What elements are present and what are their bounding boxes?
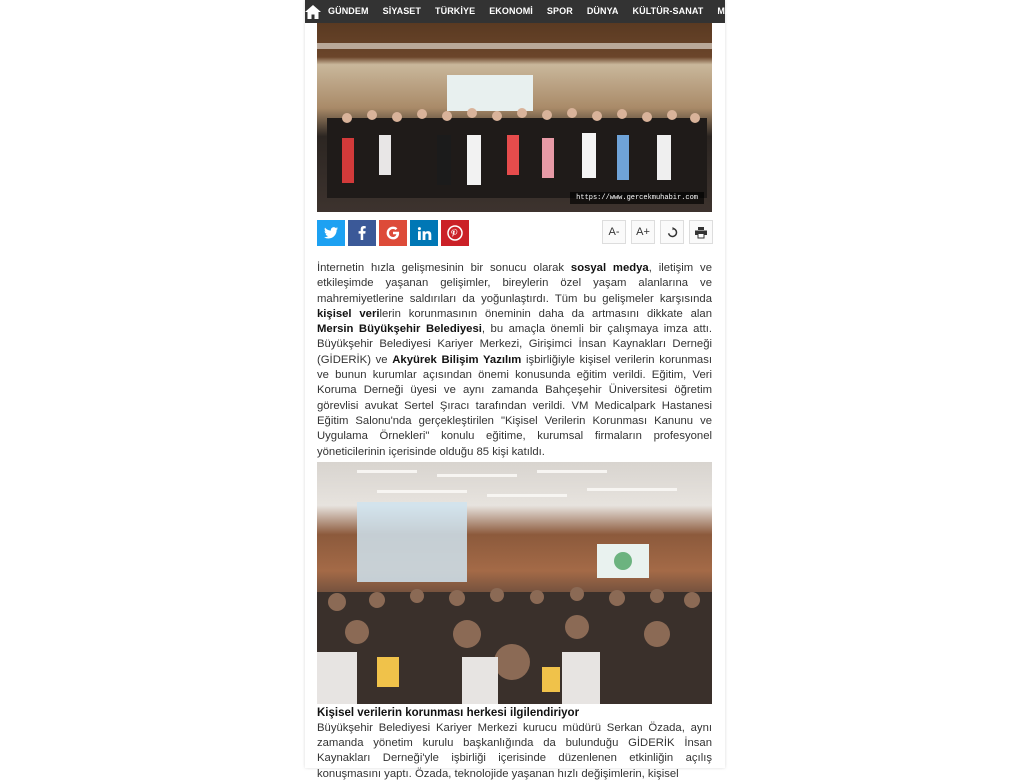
article-photo-seminar	[317, 462, 712, 704]
print-icon[interactable]	[689, 220, 713, 244]
article-content	[317, 23, 712, 782]
bold-phrase: kişisel veri	[317, 307, 380, 320]
bold-phrase: Mersin Büyükşehir Belediyesi	[317, 323, 482, 336]
share-toolbar	[317, 212, 712, 248]
font-decrease-button[interactable]: A-	[602, 220, 626, 244]
photo-watermark: https://www.gercekmuhabir.com	[570, 192, 704, 204]
article-page	[305, 0, 732, 780]
photo-seminar-illustration	[317, 462, 712, 704]
font-increase-button[interactable]: A+	[631, 220, 655, 244]
section-caption: Kişisel verilerin korunması herkesi ilgilendiriyor	[317, 706, 580, 719]
article-paragraph-1: İnternetin hızla gelişmesinin bir sonucu olarak sosyal medya, iletişim ve etkileşimde yaşanan gelişimler, bireylerin özel yaşam alanlarına ve mahremiyetlerine saldırıları da yoğunlaştırdı. Tüm bu gelişmeler karşısında kişisel verilerin korunmasının öneminin daha da artmasını dikkate alan Mersin Büyükşehir Belediyesi, bu amaçla önemli bir çalışmaya imza attı. Büyükşehir Belediyesi Kariyer Merkezi, Girişimci İnsan Kaynakları Derneği (GİDERİK) ve Akyürek Bilişim Yazılım işbirliğiyle kişisel verilerin korunması ve bunun kurumlar açısından önemi konusunda eğitim verildi. Eğitim, Veri Koruma Derneği üyesi ve aynı zamanda Bahçeşehir Üniversitesi öğretim görevlisi avukat Sertel Şıracı tarafından verildi. VM Medicalpark Hastanesi Eğitim Salonu'nda gerçekleştirilen "Kişisel Verilerin Korunması Kanunu ve Uygulama Örnekleri" konulu eğitime, kurumsal firmaların profesyonel yöneticilerinin içerisinde olduğu 85 kişi katıldı.	[317, 262, 713, 458]
pinterest-icon[interactable]	[441, 220, 469, 246]
bold-phrase: sosyal medya	[570, 262, 649, 274]
nav-item-siyaset[interactable]: SİYASET	[382, 6, 421, 16]
facebook-icon[interactable]	[348, 220, 376, 246]
article-photo-group	[317, 23, 712, 212]
google-plus-icon[interactable]	[379, 220, 407, 246]
nav-item-ekonomi[interactable]: EKONOMİ	[489, 6, 533, 16]
nav-item-kultur-sanat[interactable]: KÜLTÜR-SANAT	[632, 6, 704, 16]
article-paragraph-2: Büyükşehir Belediyesi Kariyer Merkezi kurucu müdürü Serkan Özada, aynı zamanda yönetim kurulu başkanlığında da bulunduğu GİDERİK İnsan Kaynakları Derneği'yle işbirliği içerisinde düzenlenen etkinliğin açılış konuşmasını yaptı. Özada, teknolojide yaşanan hızlı değişimlerin, kişisel	[317, 721, 712, 780]
nav-item-gundem[interactable]: GÜNDEM	[328, 6, 369, 16]
twitter-icon[interactable]	[317, 220, 345, 246]
bold-phrase: Akyürek Bilişim Yazılım	[392, 353, 522, 366]
nav-item-spor[interactable]: SPOR	[546, 6, 573, 16]
nav-item-more[interactable]: MA	[717, 6, 732, 16]
home-icon[interactable]	[305, 0, 321, 23]
nav-item-dunya[interactable]: DÜNYA	[586, 6, 619, 16]
linkedin-icon[interactable]	[410, 220, 438, 246]
reset-icon[interactable]	[660, 220, 684, 244]
nav-item-turkiye[interactable]: TÜRKİYE	[435, 6, 476, 16]
main-nav	[305, 0, 732, 23]
photo-group-illustration	[317, 23, 712, 212]
